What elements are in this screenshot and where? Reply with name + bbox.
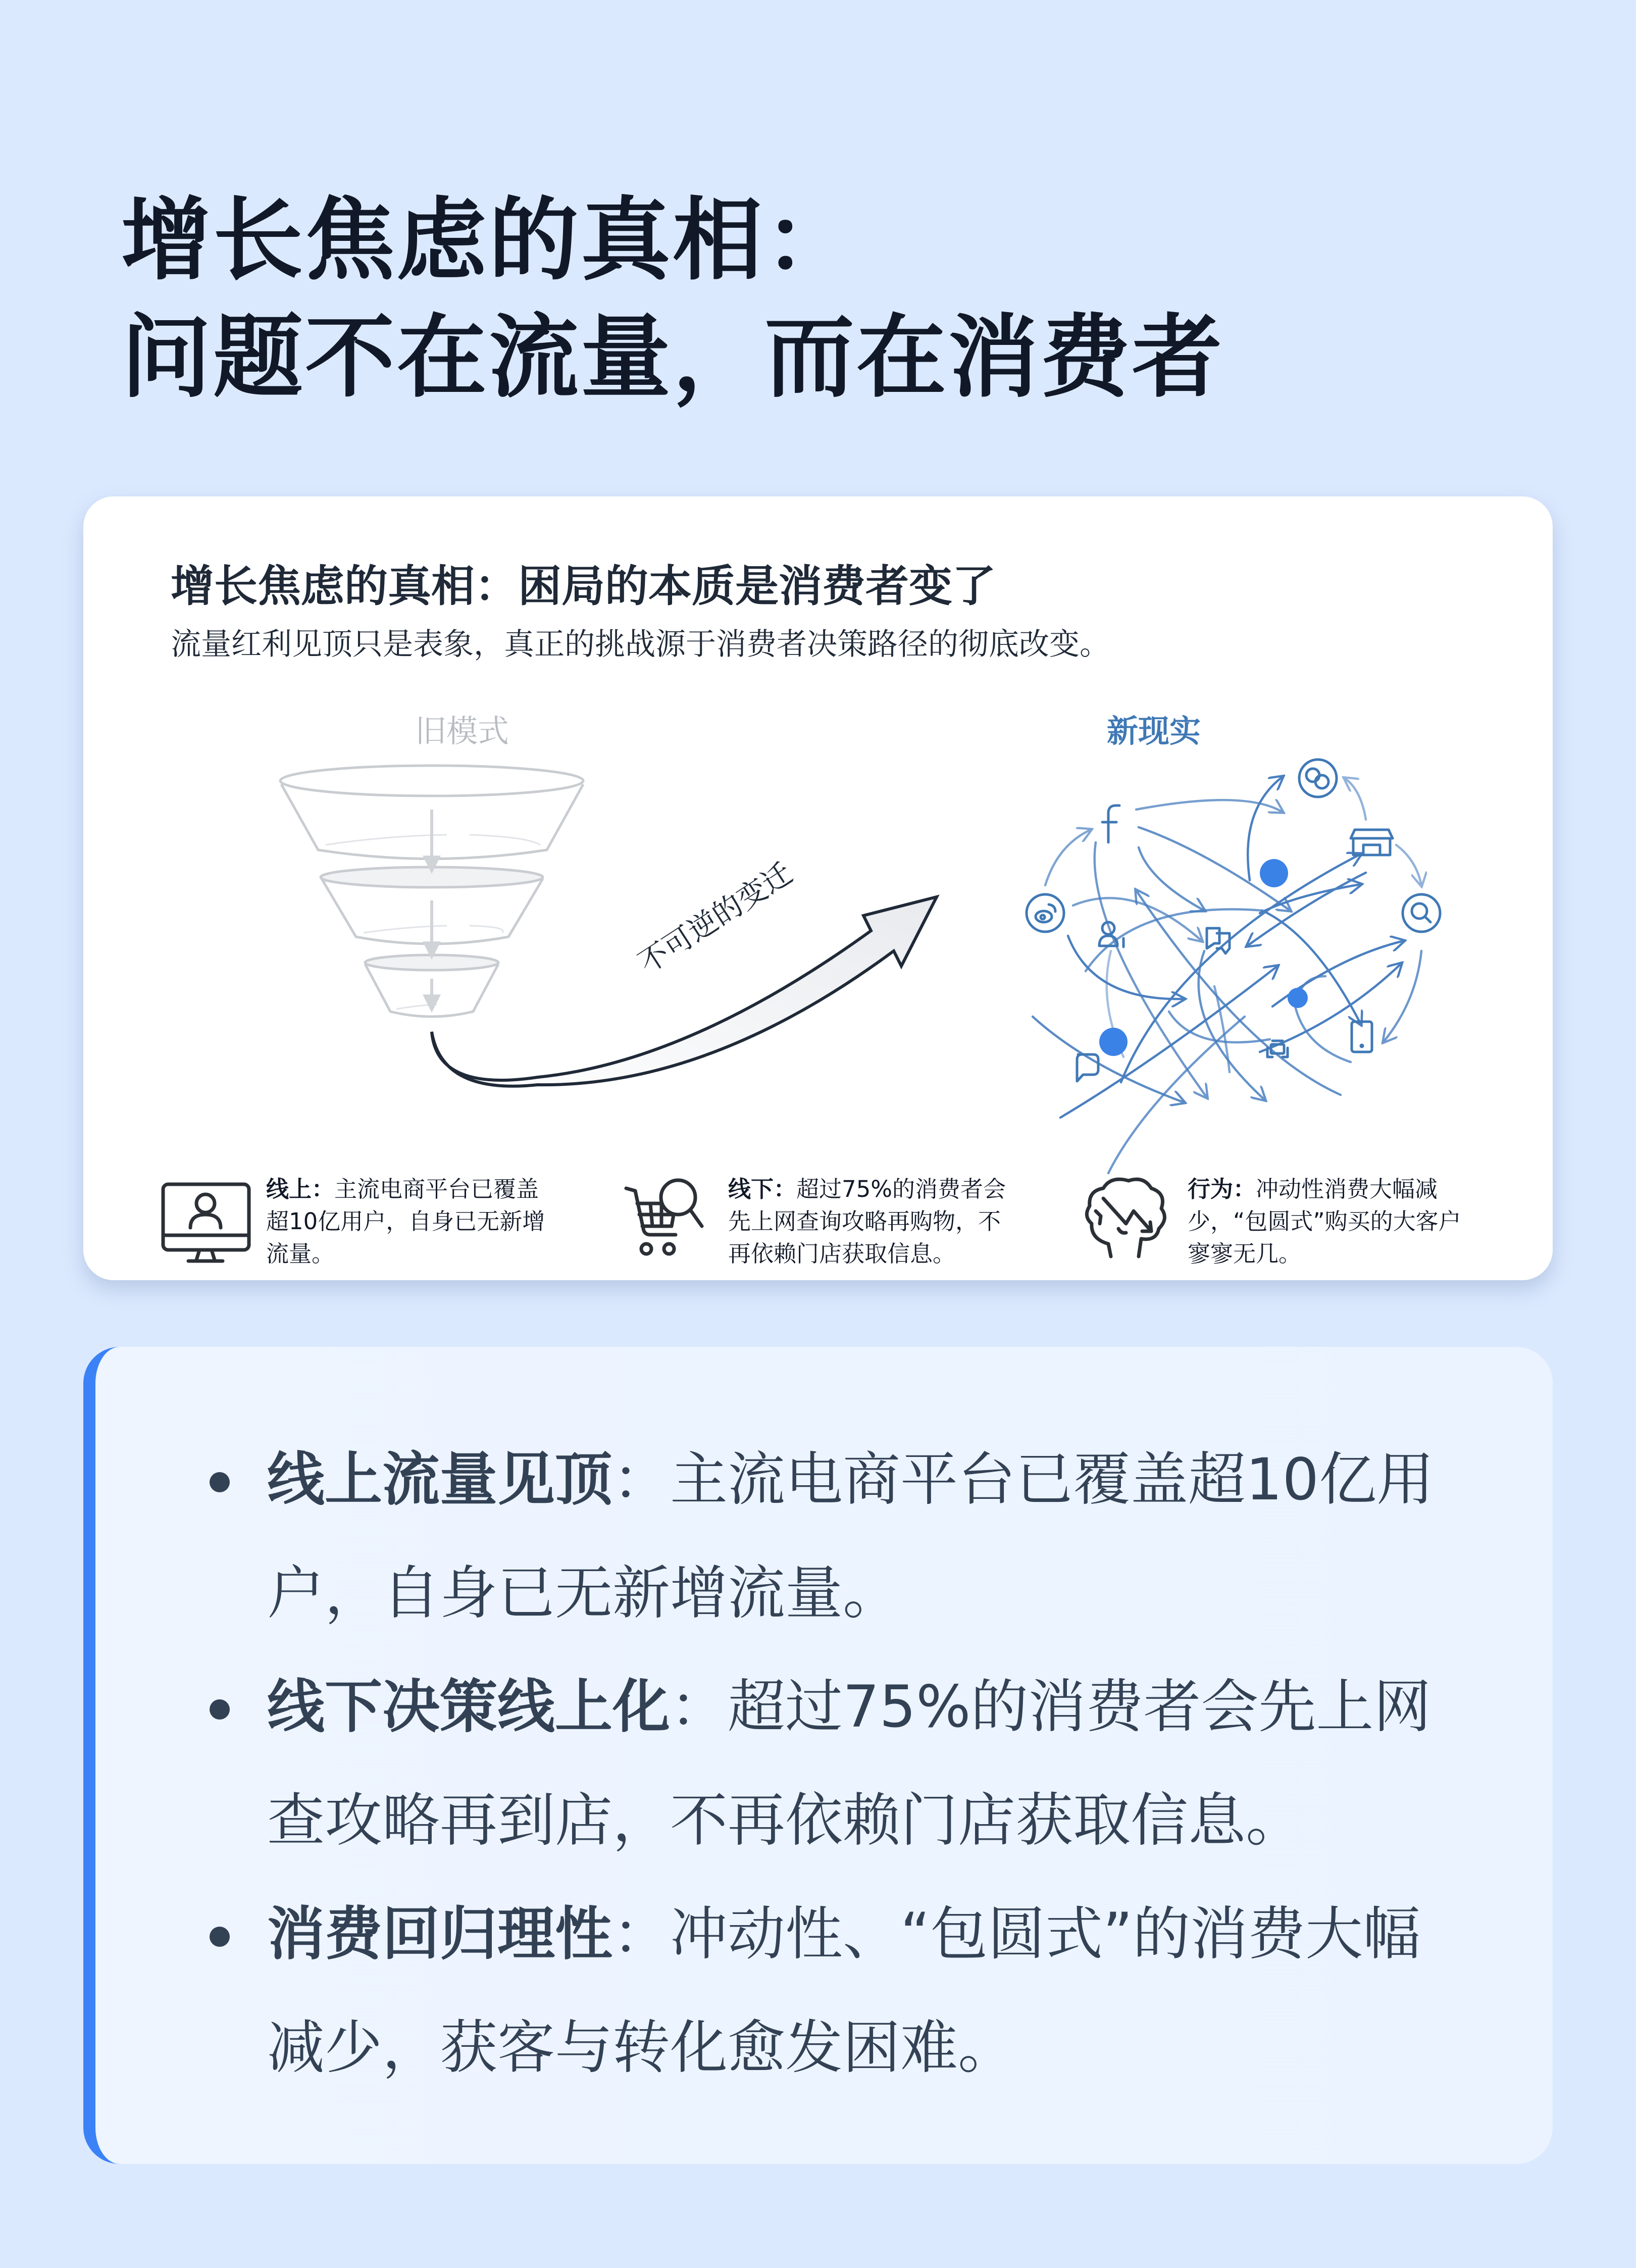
scan-icon bbox=[1267, 1041, 1288, 1057]
card-title: 增长焦虑的真相：困局的本质是消费者变了 bbox=[171, 561, 996, 612]
page-title bbox=[121, 182, 1224, 416]
weibo-icon bbox=[1027, 894, 1064, 932]
key-points-panel bbox=[83, 1347, 1553, 2164]
store-icon bbox=[1351, 830, 1393, 855]
bullet-dot-icon bbox=[210, 1699, 230, 1720]
chat-icon bbox=[1207, 928, 1230, 953]
infographic-card bbox=[83, 496, 1553, 1280]
network-graph bbox=[1033, 777, 1421, 1173]
bullet-dot-icon bbox=[210, 1927, 230, 1947]
list-item: 消费回归理性：冲动性、“包圆式”的消费大幅减少，获客与转化愈发困难。 bbox=[95, 1877, 1553, 2104]
phone-icon bbox=[1352, 1022, 1372, 1052]
bullet-text: 冲动性、“包圆式”的消费大幅减少，获客与转化愈发困难。 bbox=[267, 1900, 1421, 2081]
page-title-line-1: 增长焦虑的真相： bbox=[121, 188, 856, 292]
fact-online-text: 线上：主流电商平台已覆盖超10亿用户，自身已无新增流量。 bbox=[266, 1176, 545, 1267]
cart-search-icon bbox=[621, 1168, 717, 1264]
fact-row bbox=[83, 1168, 1553, 1269]
message-icon bbox=[1077, 1054, 1098, 1081]
page-title-line-2: 问题不在流量，而在消费者 bbox=[121, 305, 1224, 410]
brain-decline-icon bbox=[1081, 1168, 1177, 1264]
bullet-title: 线下决策线上化 bbox=[267, 1673, 671, 1740]
network-hubs bbox=[1099, 859, 1308, 1056]
bullet-text: 主流电商平台已覆盖超10亿用户，自身已无新增流量。 bbox=[267, 1446, 1435, 1627]
wechat-icon bbox=[1299, 760, 1337, 797]
fact-offline-text: 线下：超过75%的消费者会先上网查询攻略再购物，不再依赖门店获取信息。 bbox=[728, 1176, 1006, 1267]
facebook-icon bbox=[1102, 805, 1119, 842]
monitor-user-icon bbox=[159, 1168, 255, 1264]
bullet-dot-icon bbox=[210, 1472, 230, 1492]
search-icon bbox=[1403, 894, 1440, 932]
fact-online bbox=[159, 1168, 554, 1270]
list-item: 线上流量见顶：主流电商平台已覆盖超10亿用户，自身已无新增流量。 bbox=[95, 1423, 1553, 1650]
transition-label: 不可逆的变迁 bbox=[632, 855, 798, 980]
transition-diagram bbox=[83, 496, 1553, 1280]
list-item: 线下决策线上化：超过75%的消费者会先上网查攻略再到店，不再依赖门店获取信息。 bbox=[95, 1650, 1553, 1877]
bullet-text: 超过75%的消费者会先上网查攻略再到店，不再依赖门店获取信息。 bbox=[267, 1673, 1432, 1854]
new-reality-label: 新现实 bbox=[1106, 713, 1201, 749]
bullet-title: 消费回归理性 bbox=[267, 1900, 613, 1968]
bullet-title: 线上流量见顶 bbox=[267, 1446, 613, 1513]
card-subtitle: 流量红利见顶只是表象，真正的挑战源于消费者决策路径的彻底改变。 bbox=[171, 627, 1110, 662]
fact-behavior-text: 行为：冲动性消费大幅减少，“包圆式”购买的大客户寥寥无几。 bbox=[1188, 1176, 1461, 1267]
old-model-label: 旧模式 bbox=[415, 713, 509, 749]
fact-behavior bbox=[1081, 1168, 1475, 1270]
key-points-list bbox=[95, 1423, 1553, 2104]
fact-offline bbox=[621, 1168, 1016, 1270]
